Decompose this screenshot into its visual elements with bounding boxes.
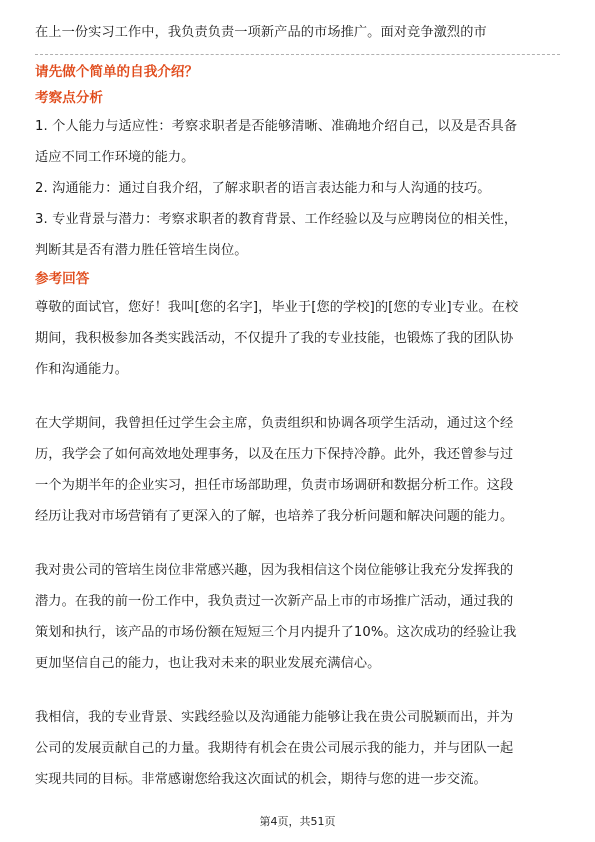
answer-line: 策划和执行，该产品的市场份额在短短三个月内提升了10%。这次成功的经验让我 [35, 625, 517, 640]
analysis-line: 3. 专业背景与潜力：考察求职者的教育背景、工作经验以及与应聘岗位的相关性， [35, 212, 518, 227]
page-content [35, 20, 560, 795]
analysis-heading: 考察点分析 [35, 90, 103, 106]
answer-line: 作和沟通能力。 [35, 362, 129, 377]
answer-line: 尊敬的面试官，您好！我叫[您的名字]，毕业于[您的学校]的[您的专业]专业。在校 [35, 300, 519, 315]
answer-line: 我对贵公司的管培生岗位非常感兴趣，因为我相信这个岗位能够让我充分发挥我的 [35, 563, 514, 578]
question-title: 请先做个简单的自我介绍？ [35, 64, 199, 80]
answer-line: 在大学期间，我曾担任过学生会主席，负责组织和协调各项学生活动，通过这个经 [35, 416, 514, 431]
answer-paragraph [35, 292, 560, 385]
answer-line: 潜力。在我的前一份工作中，我负责过一次新产品上市的市场推广活动，通过我的 [35, 594, 514, 609]
answer-line: 实现共同的目标。非常感谢您给我这次面试的机会，期待与您的进一步交流。 [35, 772, 487, 787]
answer-line: 期间，我积极参加各类实践活动，不仅提升了我的专业技能，也锻炼了我的团队协 [35, 331, 514, 346]
answer-line: 我相信，我的专业背景、实践经验以及沟通能力能够让我在贵公司脱颖而出，并为 [35, 710, 514, 725]
paragraph-gap [35, 679, 560, 702]
page-footer: 第4页，共51页 [259, 815, 336, 828]
analysis-line: 2. 沟通能力：通过自我介绍，了解求职者的语言表达能力和与人沟通的技巧。 [35, 181, 491, 196]
answer-paragraph [35, 555, 560, 679]
analysis-list [35, 111, 560, 266]
answer-paragraph [35, 408, 560, 532]
answer-line: 公司的发展贡献自己的力量。我期待有机会在贵公司展示我的能力，并与团队一起 [35, 741, 514, 756]
analysis-line: 适应不同工作环境的能力。 [35, 150, 195, 165]
answer-line: 经历让我对市场营销有了更深入的了解，也培养了我分析问题和解决问题的能力。 [35, 509, 514, 524]
answer-heading: 参考回答 [35, 271, 90, 287]
analysis-line: 判断其是否有潜力胜任管培生岗位。 [35, 243, 248, 258]
paragraph-gap [35, 532, 560, 555]
analysis-line: 1. 个人能力与适应性：考察求职者是否能够清晰、准确地介绍自己，以及是否具备 [35, 119, 518, 134]
answer-line: 更加坚信自己的能力，也让我对未来的职业发展充满信心。 [35, 656, 381, 671]
answer-paragraph [35, 702, 560, 795]
intro-line: 在上一份实习工作中，我负责负责一项新产品的市场推广。面对竞争激烈的市 [35, 25, 487, 40]
answer-line: 历，我学会了如何高效地处理事务，以及在压力下保持冷静。此外，我还曾参与过 [35, 447, 514, 462]
paragraph-gap [35, 385, 560, 408]
answer-line: 一个为期半年的企业实习，担任市场部助理，负责市场调研和数据分析工作。这段 [35, 478, 514, 493]
divider [35, 54, 560, 55]
